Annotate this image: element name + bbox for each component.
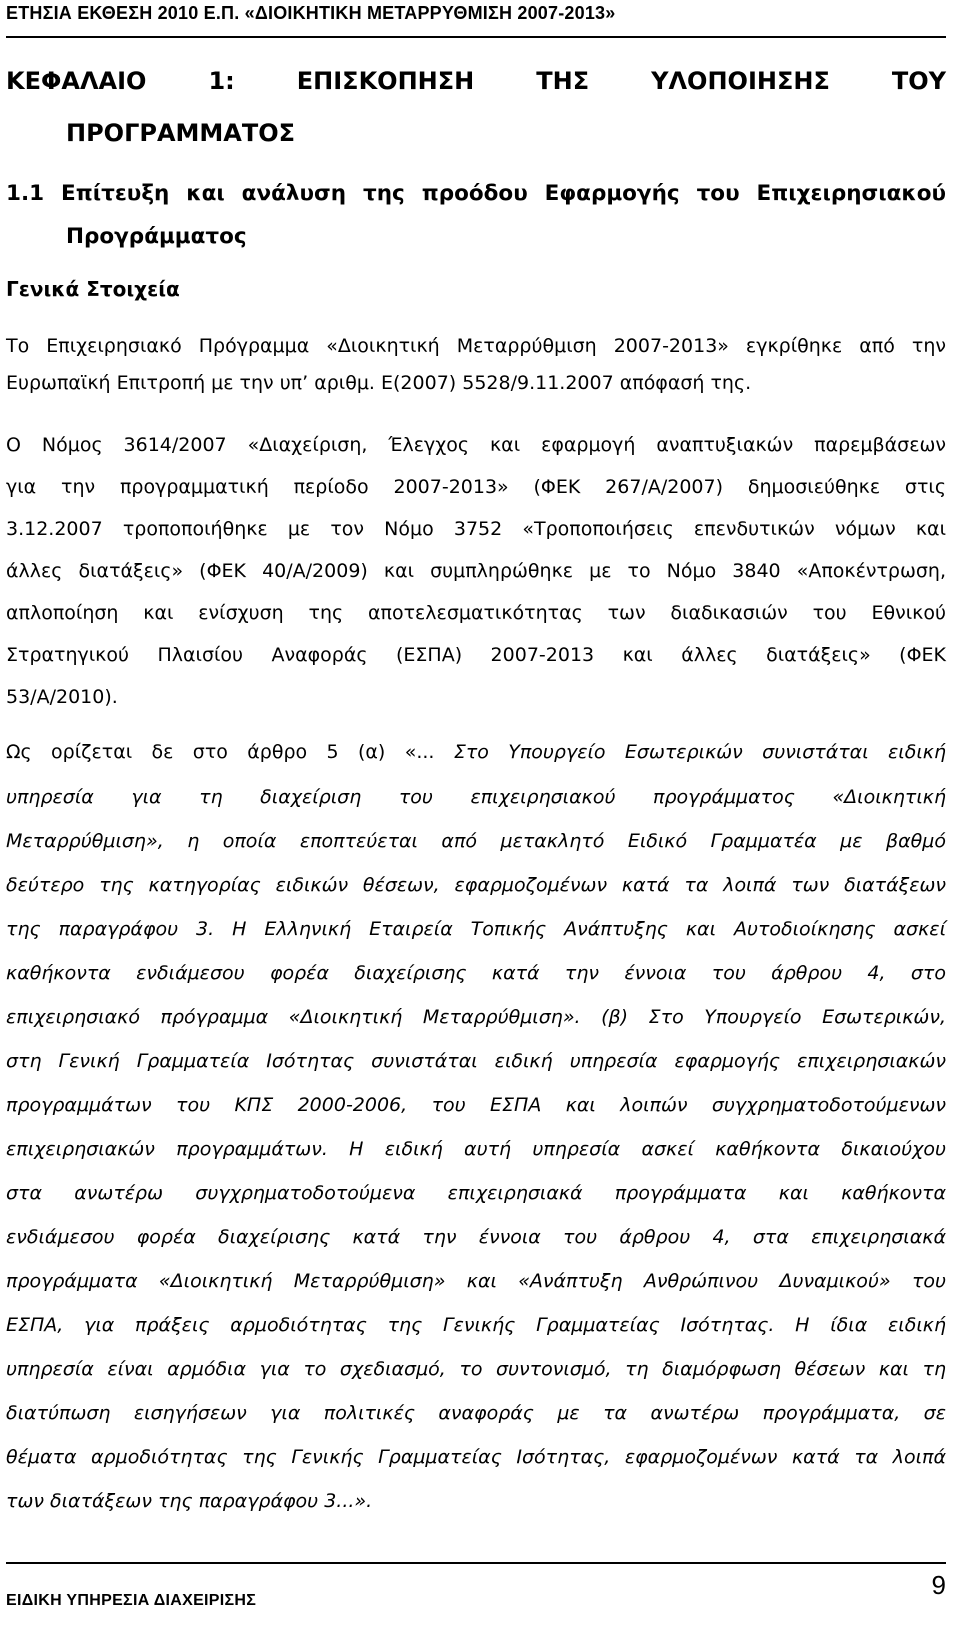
paragraph-line: Ευρωπαϊκή Επιτροπή με την υπ’ αριθμ. Ε(2007) 5528/9.11.2007 απόφασή της. <box>6 372 752 394</box>
paragraph-line: δεύτερο της κατηγορίας ειδικών θέσεων, εφαρμοζομένων κατά τα λοιπά των διατάξεων <box>6 874 946 896</box>
chapter-title-line-1: ΚΕΦΑΛΑΙΟ 1: ΕΠΙΣΚΟΠΗΣΗ ΤΗΣ ΥΛΟΠΟΙΗΣΗΣ ΤΟΥ <box>6 67 946 95</box>
paragraph-line: ΕΣΠΑ, για πράξεις αρμοδιότητας της Γενικής Γραμματείας Ισότητας. Η ίδια ειδική <box>6 1314 946 1336</box>
paragraph-line: επιχειρησιακών προγραμμάτων. Η ειδική αυτή υπηρεσία ασκεί καθήκοντα δικαιούχου <box>6 1138 946 1160</box>
paragraph-line: Στρατηγικού Πλαισίου Αναφοράς (ΕΣΠΑ) 2007-2013 και άλλες διατάξεις» (ΦΕΚ <box>6 644 946 666</box>
paragraph-line: επιχειρησιακό πρόγραμμα «Διοικητική Μεταρρύθμιση». (β) Στο Υπουργείο Εσωτερικών, <box>6 1006 946 1028</box>
paragraph-line: ενδιάμεσου φορέα διαχείρισης κατά την έννοια του άρθρου 4, στα επιχειρησιακά <box>6 1226 946 1248</box>
paragraph-line: των διατάξεων της παραγράφου 3...». <box>6 1490 373 1512</box>
paragraph-line: στη Γενική Γραμματεία Ισότητας συνιστάται ειδική υπηρεσία εφαρμογής επιχειρησιακών <box>6 1050 946 1072</box>
footer-divider <box>6 1562 946 1564</box>
paragraph-line: προγραμμάτων του ΚΠΣ 2000-2006, του ΕΣΠΑ και λοιπών συγχρηματοδοτούμενων <box>6 1094 946 1116</box>
paragraph-line: υπηρεσία είναι αρμόδια για το σχεδιασμό, το συντονισμό, τη διαμόρφωση θέσεων και τη <box>6 1358 946 1380</box>
paragraph-line: απλοποίηση και ενίσχυση της αποτελεσματικότητας των διαδικασιών του Εθνικού <box>6 602 946 624</box>
section-title-line-1: 1.1 Επίτευξη και ανάλυση της προόδου Εφαρμογής του Επιχειρησιακού <box>6 181 946 206</box>
paragraph-line: καθήκοντα ενδιάμεσου φορέα διαχείρισης κατά την έννοια του άρθρου 4, στο <box>6 962 946 984</box>
paragraph-line: στα ανωτέρω συγχρηματοδοτούμενα επιχειρησιακά προγράμματα και καθήκοντα <box>6 1182 946 1204</box>
header-title: ΕΤΗΣΙΑ ΕΚΘΕΣΗ 2010 Ε.Π. «ΔΙΟΙΚΗΤΙΚΗ ΜΕΤΑΡΡΥΘΜΙΣΗ 2007-2013» <box>6 3 616 23</box>
paragraph-line: Το Επιχειρησιακό Πρόγραμμα «Διοικητική Μεταρρύθμιση 2007-2013» εγκρίθηκε από την <box>6 335 946 357</box>
paragraph-line: Μεταρρύθμιση», η οποία εποπτεύεται από μετακλητό Ειδικό Γραμματέα με βαθμό <box>6 830 946 852</box>
paragraph-text-plain: Ως ορίζεται δε στο άρθρο 5 (α) «... <box>6 741 435 763</box>
paragraph-text-italic: Στο Υπουργείο Εσωτερικών συνιστάται ειδική <box>453 741 946 763</box>
paragraph-line: θέματα αρμοδιότητας της Γενικής Γραμματείας Ισότητας, εφαρμοζομένων κατά τα λοιπά <box>6 1446 946 1468</box>
paragraph-line: 3.12.2007 τροποποιήθηκε με τον Νόμο 3752 «Τροποποιήσεις επενδυτικών νόμων και <box>6 518 946 540</box>
footer-title: ΕΙΔΙΚΗ ΥΠΗΡΕΣΙΑ ΔΙΑΧΕΙΡΙΣΗΣ <box>6 1592 257 1609</box>
chapter-title-line-2: ΠΡΟΓΡΑΜΜΑΤΟΣ <box>66 119 296 147</box>
paragraph-line: προγράμματα «Διοικητική Μεταρρύθμιση» και «Ανάπτυξη Ανθρώπινου Δυναμικού» του <box>6 1270 946 1292</box>
paragraph-line: διατύπωση εισηγήσεων για πολιτικές αναφοράς με τα ανωτέρω προγράμματα, σε <box>6 1402 946 1424</box>
paragraph-line <box>6 740 946 764</box>
paragraph-line: της παραγράφου 3. Η Ελληνική Εταιρεία Τοπικής Ανάπτυξης και Αυτοδιοίκησης ασκεί <box>6 918 946 940</box>
section-title-line-2: Προγράμματος <box>66 224 247 249</box>
page-header <box>6 0 946 38</box>
paragraph-line: για την προγραμματική περίοδο 2007-2013» (ΦΕΚ 267/Α/2007) δημοσιεύθηκε στις <box>6 476 946 498</box>
paragraph-line: υπηρεσία για τη διαχείριση του επιχειρησιακού προγράμματος «Διοικητική <box>6 786 946 808</box>
paragraph-line: Ο Νόμος 3614/2007 «Διαχείριση, Έλεγχος και εφαρμογή αναπτυξιακών παρεμβάσεων <box>6 434 946 456</box>
paragraph-line: 53/Α/2010). <box>6 686 118 708</box>
paragraph-line: άλλες διατάξεις» (ΦΕΚ 40/Α/2009) και συμπληρώθηκε με το Νόμο 3840 «Αποκέντρωση, <box>6 560 946 582</box>
subsection-title: Γενικά Στοιχεία <box>6 277 180 301</box>
page-number: 9 <box>931 1570 946 1600</box>
